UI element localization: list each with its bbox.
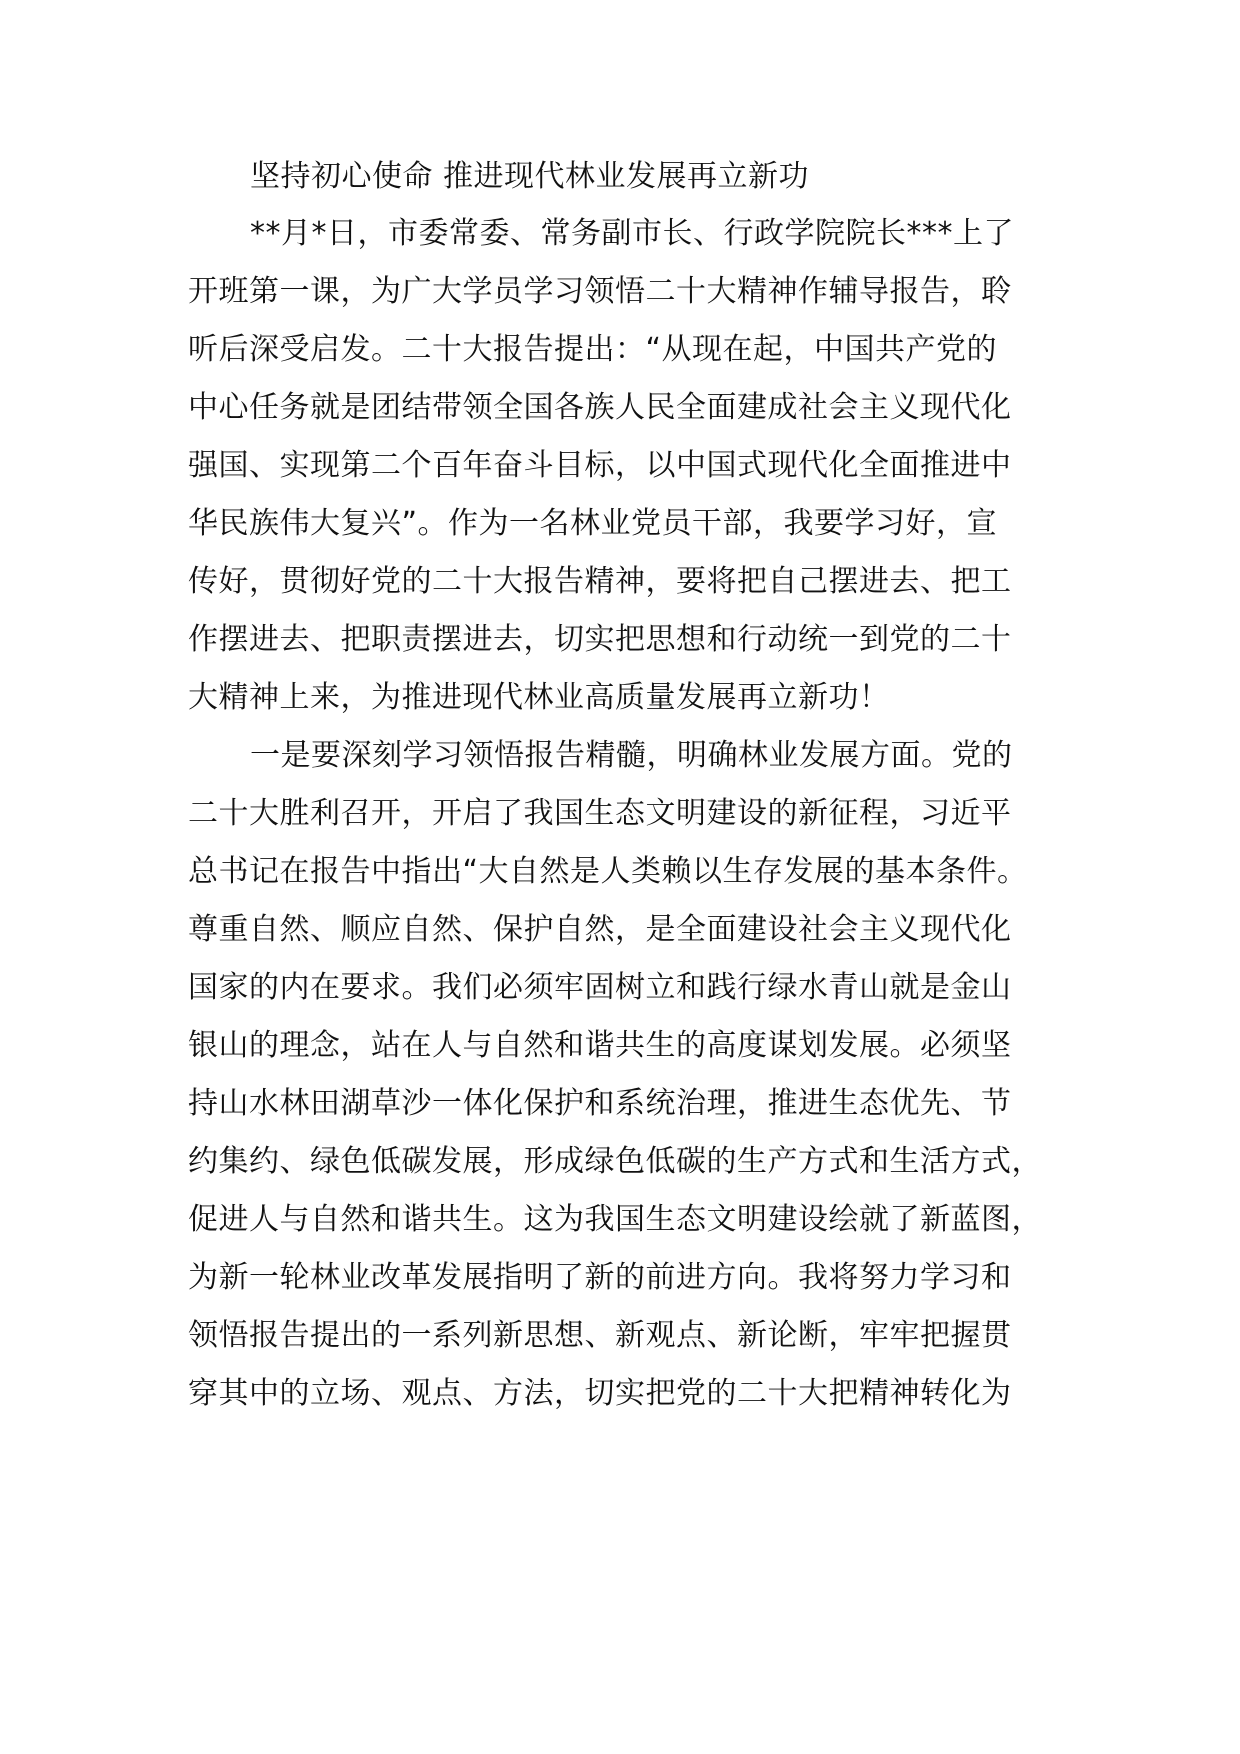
body-line: 二十大胜利召开，开启了我国生态文明建设的新征程，习近平 (188, 796, 1012, 831)
body-line: 总书记在报告中指出“大自然是人类赖以生存发展的基本条件。 (188, 854, 1028, 889)
body-line: 领悟报告提出的一系列新思想、新观点、新论断，牢牢把握贯 (188, 1318, 1012, 1353)
body-line: 促进人与自然和谐共生。这为我国生态文明建设绘就了新蓝图， (188, 1202, 1042, 1237)
body-line: 中心任务就是团结带领全国各族人民全面建成社会主义现代化 (188, 390, 1012, 425)
body-line: 国家的内在要求。我们必须牢固树立和践行绿水青山就是金山 (188, 970, 1012, 1005)
body-line: 华民族伟大复兴”。作为一名林业党员干部，我要学习好，宣 (188, 506, 998, 541)
body-line: 持山水林田湖草沙一体化保护和系统治理，推进生态优先、节 (188, 1086, 1012, 1121)
body-line: 强国、实现第二个百年奋斗目标，以中国式现代化全面推进中 (188, 448, 1012, 483)
body-line: 银山的理念，站在人与自然和谐共生的高度谋划发展。必须坚 (188, 1028, 1012, 1063)
body-line: **月*日，市委常委、常务副市长、行政学院院长***上了 (250, 216, 1014, 251)
document-title: 坚持初心使命 推进现代林业发展再立新功 (250, 159, 810, 194)
body-line: 约集约、绿色低碳发展，形成绿色低碳的生产方式和生活方式， (188, 1144, 1042, 1179)
body-line: 传好，贯彻好党的二十大报告精神，要将把自己摆进去、把工 (188, 564, 1012, 599)
body-line: 听后深受启发。二十大报告提出：“从现在起，中国共产党的 (188, 332, 998, 367)
body-line: 大精神上来，为推进现代林业高质量发展再立新功！ (188, 680, 890, 715)
body-line: 开班第一课，为广大学员学习领悟二十大精神作辅导报告，聆 (188, 274, 1012, 309)
body-line: 为新一轮林业改革发展指明了新的前进方向。我将努力学习和 (188, 1260, 1012, 1295)
body-line: 一是要深刻学习领悟报告精髓，明确林业发展方面。党的 (250, 738, 1013, 773)
body-line: 穿其中的立场、观点、方法，切实把党的二十大把精神转化为 (188, 1376, 1012, 1411)
body-line: 尊重自然、顺应自然、保护自然，是全面建设社会主义现代化 (188, 912, 1012, 947)
body-line: 作摆进去、把职责摆进去，切实把思想和行动统一到党的二十 (188, 622, 1012, 657)
